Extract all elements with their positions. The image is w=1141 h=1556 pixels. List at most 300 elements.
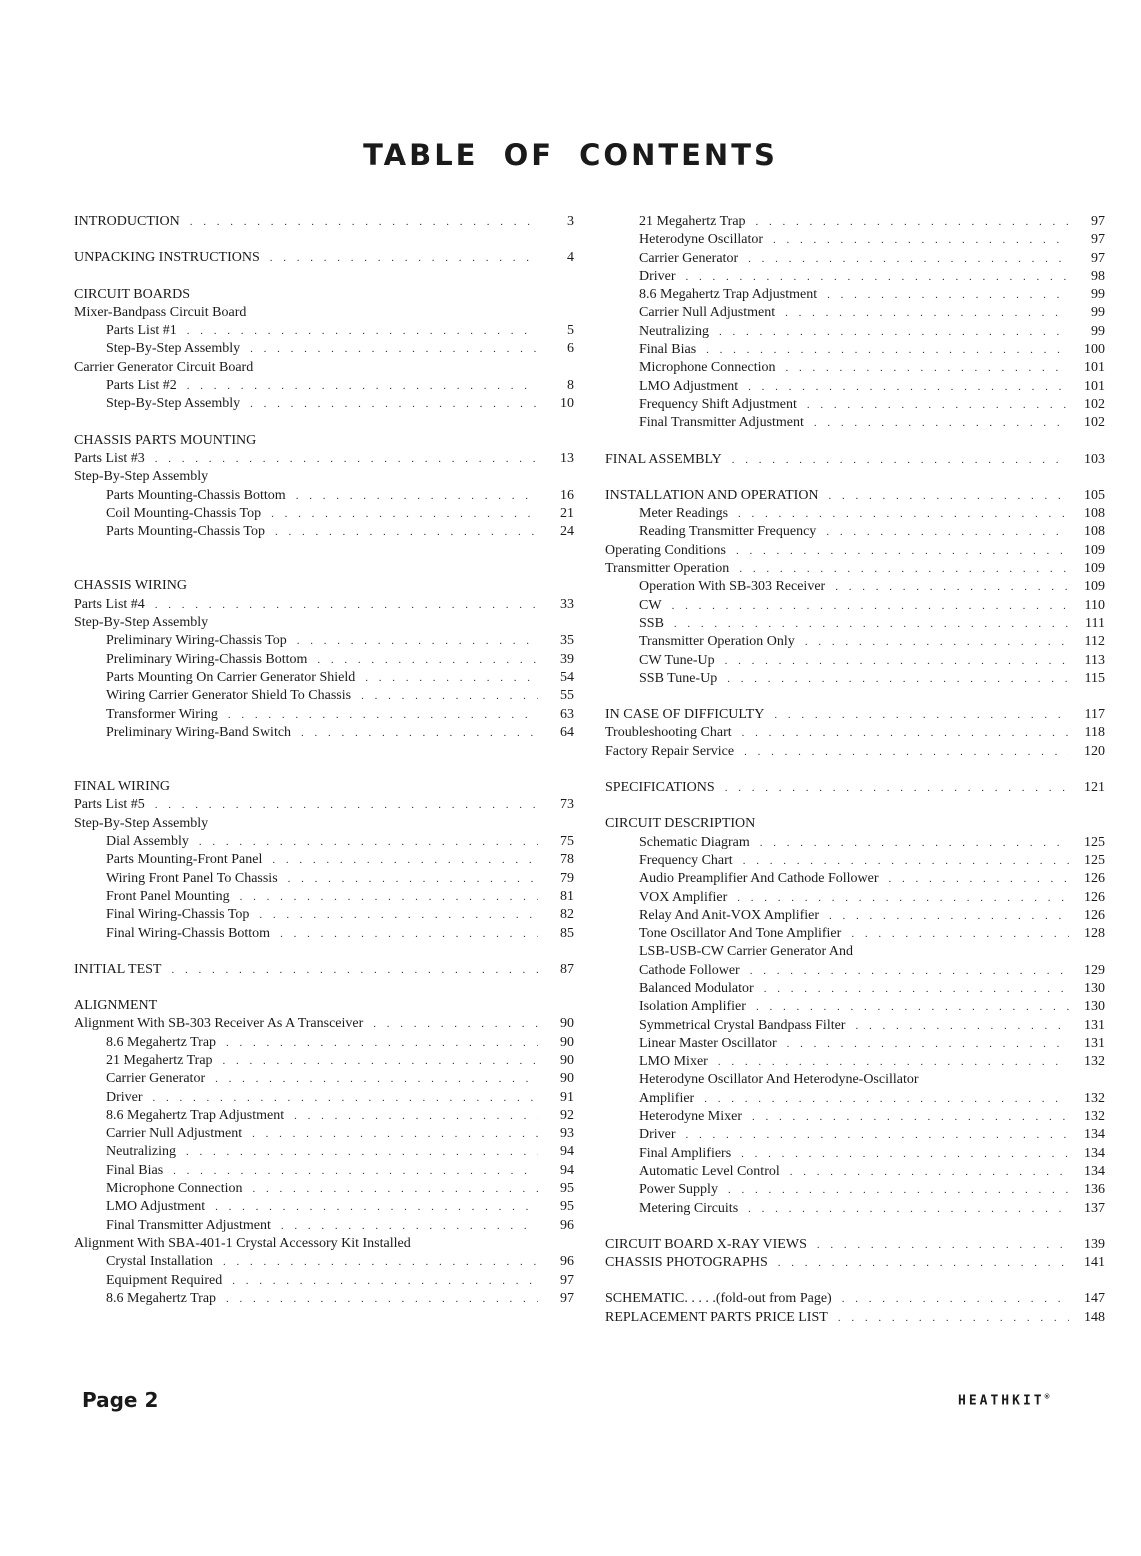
dot-leader <box>785 304 1069 322</box>
toc-entry-label: Parts Mounting-Chassis Bottom <box>106 487 286 503</box>
toc-entry <box>74 1235 574 1253</box>
toc-entry <box>605 560 1105 578</box>
dot-leader <box>756 213 1069 231</box>
toc-entry-label: LMO Mixer <box>639 1054 708 1070</box>
dot-leader <box>706 341 1069 359</box>
toc-entry-page: 55 <box>560 688 574 704</box>
toc-entry <box>605 341 1105 359</box>
toc-entry-label: Final Bias <box>106 1162 164 1178</box>
toc-entry-page: 129 <box>1084 962 1105 978</box>
dot-leader <box>725 779 1069 797</box>
dot-leader <box>773 231 1069 249</box>
toc-entry-label: Final Transmitter Adjustment <box>106 1217 271 1233</box>
toc-entry <box>605 870 1105 888</box>
toc-entry <box>605 323 1105 341</box>
brand-logo <box>958 1392 1049 1408</box>
toc-entry-page: 82 <box>560 907 574 923</box>
toc-entry-label: Parts Mounting-Front Panel <box>106 852 263 868</box>
toc-entry <box>74 833 574 851</box>
dot-leader <box>187 377 538 395</box>
toc-entry-label: Microphone Connection <box>106 1181 243 1197</box>
dot-leader <box>744 743 1069 761</box>
toc-entry <box>605 652 1105 670</box>
toc-entry-label: Operating Conditions <box>605 542 726 558</box>
dot-leader <box>728 1181 1069 1199</box>
section-gap <box>74 742 574 760</box>
toc-entry-page: 134 <box>1084 1163 1105 1179</box>
toc-entry <box>74 1015 574 1033</box>
toc-entry-label: Crystal Installation <box>106 1254 213 1270</box>
toc-entry <box>605 1163 1105 1181</box>
toc-entry-page: 81 <box>560 888 574 904</box>
dot-leader <box>187 322 538 340</box>
section-gap <box>74 541 574 559</box>
toc-entry <box>74 870 574 888</box>
toc-entry-page: 97 <box>1091 214 1105 229</box>
toc-entry-page: 134 <box>1084 1145 1105 1161</box>
toc-entry-label: Driver <box>106 1089 143 1105</box>
toc-entry-label: Parts List #2 <box>106 378 177 394</box>
toc-entry-label: IN CASE OF DIFFICULTY <box>605 707 765 723</box>
toc-entry-page: 94 <box>560 1162 574 1178</box>
toc-entry-page: 97 <box>1091 250 1105 266</box>
dot-leader <box>817 1236 1069 1254</box>
toc-entry <box>605 359 1105 377</box>
dot-leader <box>672 597 1069 615</box>
toc-entry-page: 90 <box>560 1016 574 1032</box>
dot-leader <box>153 1089 538 1107</box>
dot-leader <box>190 213 538 231</box>
toc-entry-page: 8 <box>567 378 574 394</box>
toc-entry-page: 139 <box>1084 1236 1105 1252</box>
toc-entry-page: 141 <box>1084 1255 1105 1271</box>
dot-leader <box>173 1162 538 1180</box>
toc-entry <box>605 304 1105 322</box>
toc-entry-label: LMO Adjustment <box>639 378 739 394</box>
toc-entry-page: 115 <box>1084 670 1105 686</box>
toc-entry-page: 136 <box>1084 1182 1105 1198</box>
toc-entry-label: Frequency Shift Adjustment <box>639 396 797 412</box>
dot-leader <box>252 1125 538 1143</box>
toc-entry-label: Amplifier <box>639 1090 695 1106</box>
toc-entry-page: 109 <box>1084 542 1105 558</box>
toc-entry <box>74 1198 574 1216</box>
toc-entry <box>74 1143 574 1161</box>
dot-leader <box>725 652 1069 670</box>
toc-entry <box>605 542 1105 560</box>
toc-entry-label: Carrier Generator <box>106 1071 206 1087</box>
toc-entry-page: 148 <box>1084 1309 1105 1325</box>
toc-entry-page: 97 <box>1091 232 1105 248</box>
toc-entry-label: Preliminary Wiring-Band Switch <box>106 724 292 740</box>
toc-entry-page: 111 <box>1085 615 1105 631</box>
toc-entry <box>74 706 574 724</box>
toc-entry <box>74 213 574 231</box>
toc-entry-label: Driver <box>639 1127 676 1143</box>
toc-entry-page: 126 <box>1084 907 1105 923</box>
toc-entry-page: 85 <box>560 925 574 941</box>
toc-entry-page: 90 <box>560 1052 574 1068</box>
toc-entry <box>74 925 574 943</box>
toc-entry <box>74 632 574 650</box>
toc-entry <box>605 815 1105 833</box>
toc-entry-page: 33 <box>560 596 574 612</box>
toc-entry-page: 92 <box>560 1107 574 1123</box>
toc-entry-page: 132 <box>1084 1054 1105 1070</box>
section-gap <box>605 688 1105 706</box>
dot-leader <box>743 852 1069 870</box>
toc-entry-page: 101 <box>1084 378 1105 394</box>
toc-entry-page: 24 <box>560 524 574 540</box>
toc-entry-label: CW <box>639 597 662 613</box>
toc-entry-page: 99 <box>1091 305 1105 321</box>
dot-leader <box>738 505 1069 523</box>
section-gap <box>605 469 1105 487</box>
toc-entry-label: Factory Repair Service <box>605 743 735 759</box>
toc-entry <box>605 998 1105 1016</box>
dot-leader <box>704 1090 1069 1108</box>
dot-leader <box>373 1015 538 1033</box>
toc-entry-label: 8.6 Megahertz Trap <box>106 1290 217 1306</box>
toc-entry-label: CHASSIS PHOTOGRAPHS <box>605 1255 768 1271</box>
toc-entry <box>74 614 574 632</box>
toc-entry-label: Equipment Required <box>106 1272 223 1288</box>
toc-entry-label: Transformer Wiring <box>106 706 218 722</box>
toc-entry <box>605 1181 1105 1199</box>
toc-entry <box>74 1034 574 1052</box>
toc-entry-label: Preliminary Wiring-Chassis Top <box>106 633 287 649</box>
dot-leader <box>171 961 538 979</box>
toc-entry-page: 126 <box>1084 889 1105 905</box>
dot-leader <box>807 396 1069 414</box>
toc-entry <box>605 670 1105 688</box>
toc-entry <box>605 1145 1105 1163</box>
dot-leader <box>727 670 1069 688</box>
toc-entry-label: Metering Circuits <box>639 1200 739 1216</box>
toc-entry-label: Balanced Modulator <box>639 980 754 996</box>
toc-entry-label: Preliminary Wiring-Chassis Bottom <box>106 651 308 667</box>
toc-left-column <box>74 213 574 1308</box>
dot-leader <box>252 1180 538 1198</box>
dot-leader <box>838 1309 1069 1327</box>
toc-entry <box>74 340 574 358</box>
toc-entry-page: 39 <box>560 651 574 667</box>
toc-entry-label: CHASSIS PARTS MOUNTING <box>74 432 257 448</box>
toc-entry-page: 21 <box>560 505 574 521</box>
toc-entry-label: Frequency Chart <box>639 852 733 868</box>
toc-entry-page: 13 <box>560 450 574 466</box>
toc-entry-label: 8.6 Megahertz Trap <box>106 1034 217 1050</box>
section-gap <box>74 414 574 432</box>
toc-entry-page: 64 <box>560 724 574 740</box>
toc-entry <box>605 1254 1105 1272</box>
dot-leader <box>215 1198 538 1216</box>
toc-entry-label: CW Tune-Up <box>639 652 715 668</box>
page-number: Page 2 <box>82 1388 159 1412</box>
toc-entry <box>605 414 1105 432</box>
toc-entry <box>605 213 1105 231</box>
toc-entry-page: 75 <box>560 834 574 850</box>
dot-leader <box>805 633 1069 651</box>
dot-leader <box>748 250 1069 268</box>
toc-entry-label: CHASSIS WIRING <box>74 578 187 594</box>
toc-entry-page: 6 <box>567 341 574 357</box>
toc-entry-page: 131 <box>1084 1017 1105 1033</box>
toc-entry <box>605 396 1105 414</box>
dot-leader <box>365 669 538 687</box>
toc-entry-label: Reading Transmitter Frequency <box>639 524 817 540</box>
toc-entry <box>74 906 574 924</box>
toc-entry-page: 100 <box>1084 342 1105 358</box>
toc-entry-label: CIRCUIT BOARDS <box>74 286 191 302</box>
toc-entry-page: 101 <box>1084 360 1105 376</box>
toc-entry-label: SSB <box>639 615 664 631</box>
toc-entry-page: 109 <box>1084 561 1105 577</box>
toc-entry-page: 96 <box>560 1254 574 1270</box>
toc-entry-label: Driver <box>639 268 676 284</box>
toc-entry-label: Parts List #5 <box>74 797 145 813</box>
dot-leader <box>317 651 538 669</box>
toc-entry <box>605 1090 1105 1108</box>
toc-entry-page: 96 <box>560 1217 574 1233</box>
toc-entry-label: Heterodyne Oscillator <box>639 232 764 248</box>
toc-entry <box>605 907 1105 925</box>
dot-leader <box>732 451 1069 469</box>
dot-leader <box>739 560 1069 578</box>
toc-entry-page: 117 <box>1084 707 1105 723</box>
toc-entry-label: Step-By-Step Assembly <box>74 615 209 631</box>
toc-entry-label: Cathode Follower <box>639 962 740 978</box>
toc-entry <box>605 268 1105 286</box>
dot-leader <box>742 724 1069 742</box>
toc-entry-label: Meter Readings <box>639 506 729 522</box>
toc-entry-page: 90 <box>560 1071 574 1087</box>
dot-leader <box>297 632 538 650</box>
toc-entry <box>605 834 1105 852</box>
section-gap <box>74 559 574 577</box>
section-gap <box>605 1272 1105 1290</box>
toc-entry <box>605 1053 1105 1071</box>
toc-entry-label: Transmitter Operation <box>605 561 730 577</box>
toc-entry-page: 73 <box>560 797 574 813</box>
dot-leader <box>223 1052 538 1070</box>
toc-entry-label: Parts Mounting-Chassis Top <box>106 524 265 540</box>
dot-leader <box>199 833 538 851</box>
toc-entry-label: Dial Assembly <box>106 834 189 850</box>
dot-leader <box>281 1217 538 1235</box>
toc-entry-label: Wiring Carrier Generator Shield To Chassis <box>106 688 352 704</box>
toc-entry <box>605 980 1105 998</box>
toc-entry-page: 79 <box>560 870 574 886</box>
toc-entry-label: Automatic Level Control <box>639 1163 780 1179</box>
toc-entry-label: Parts List #1 <box>106 323 177 339</box>
toc-entry-label: Final Amplifiers <box>639 1145 732 1161</box>
dot-leader <box>842 1290 1069 1308</box>
toc-entry-label: Mixer-Bandpass Circuit Board <box>74 304 247 320</box>
dot-leader <box>790 1163 1069 1181</box>
toc-entry-label: Neutralizing <box>639 323 709 339</box>
dot-leader <box>275 523 538 541</box>
section-gap <box>605 761 1105 779</box>
toc-entry-label: Microphone Connection <box>639 360 776 376</box>
toc-entry <box>74 249 574 267</box>
dot-leader <box>250 395 538 413</box>
toc-entry <box>74 815 574 833</box>
toc-entry <box>605 1126 1105 1144</box>
toc-entry <box>605 378 1105 396</box>
toc-entry <box>74 778 574 796</box>
dot-leader <box>760 834 1069 852</box>
toc-entry <box>605 1236 1105 1254</box>
toc-entry-label: Carrier Null Adjustment <box>106 1126 243 1142</box>
toc-entry <box>74 395 574 413</box>
toc-entry-label: 8.6 Megahertz Trap Adjustment <box>639 287 818 303</box>
registered-mark: ® <box>1044 1392 1050 1401</box>
dot-leader <box>756 998 1069 1016</box>
toc-entry-label: FINAL ASSEMBLY <box>605 451 722 467</box>
toc-entry <box>605 1290 1105 1308</box>
toc-entry-page: 125 <box>1084 852 1105 868</box>
toc-entry-page: 134 <box>1084 1127 1105 1143</box>
toc-entry <box>605 743 1105 761</box>
section-gap <box>74 231 574 249</box>
dot-leader <box>270 249 538 267</box>
toc-entry-page: 90 <box>560 1034 574 1050</box>
dot-leader <box>835 578 1069 596</box>
toc-entry <box>605 1309 1105 1327</box>
toc-entry <box>74 724 574 742</box>
dot-leader <box>294 1107 538 1125</box>
toc-entry-label: Final Bias <box>639 342 697 358</box>
dot-leader <box>223 1253 538 1271</box>
toc-entry-label: Symmetrical Crystal Bandpass Filter <box>639 1017 846 1033</box>
toc-entry <box>605 505 1105 523</box>
toc-entry-page: 131 <box>1084 1035 1105 1051</box>
toc-entry <box>605 523 1105 541</box>
toc-entry <box>74 487 574 505</box>
toc-entry <box>74 1272 574 1290</box>
toc-entry-label: ALIGNMENT <box>74 998 158 1014</box>
toc-entry-label: Carrier Generator <box>639 250 739 266</box>
toc-entry-label: INSTALLATION AND OPERATION <box>605 487 819 503</box>
toc-entry-label: Front Panel Mounting <box>106 888 230 904</box>
toc-entry-page: 130 <box>1084 999 1105 1015</box>
toc-entry <box>605 1035 1105 1053</box>
section-gap <box>605 433 1105 451</box>
toc-entry <box>605 779 1105 797</box>
toc-entry <box>605 943 1105 961</box>
toc-entry-label: Troubleshooting Chart <box>605 725 732 741</box>
toc-entry <box>605 487 1105 505</box>
toc-entry <box>74 888 574 906</box>
toc-entry-label: Relay And Anit-VOX Amplifier <box>639 907 820 923</box>
toc-entry-label: INITIAL TEST <box>74 961 162 977</box>
dot-leader <box>272 851 538 869</box>
dot-leader <box>774 706 1069 724</box>
toc-entry <box>605 633 1105 651</box>
toc-entry <box>605 1017 1105 1035</box>
dot-leader <box>785 359 1069 377</box>
toc-entry <box>605 852 1105 870</box>
dot-leader <box>155 596 538 614</box>
toc-entry <box>74 596 574 614</box>
toc-entry-label: Isolation Amplifier <box>639 999 746 1015</box>
toc-entry <box>74 1162 574 1180</box>
toc-entry-label: Tone Oscillator And Tone Amplifier <box>639 926 842 942</box>
section-gap <box>74 760 574 778</box>
toc-entry-page: 112 <box>1084 634 1105 650</box>
toc-entry <box>74 377 574 395</box>
toc-entry-label: Parts List #3 <box>74 450 145 466</box>
dot-leader <box>686 268 1069 286</box>
toc-entry <box>74 669 574 687</box>
toc-entry <box>74 1217 574 1235</box>
dot-leader <box>155 796 538 814</box>
section-gap <box>74 268 574 286</box>
toc-entry-label: Wiring Front Panel To Chassis <box>106 870 278 886</box>
dot-leader <box>250 340 538 358</box>
toc-entry-label: Step-By-Step Assembly <box>106 341 241 357</box>
dot-leader <box>829 487 1069 505</box>
dot-leader <box>280 925 538 943</box>
toc-entry-page: 93 <box>560 1126 574 1142</box>
toc-entry-page: 102 <box>1084 396 1105 412</box>
toc-entry <box>605 597 1105 615</box>
toc-entry-page: 10 <box>560 396 574 412</box>
toc-entry-label: Schematic Diagram <box>639 834 750 850</box>
dot-leader <box>764 980 1069 998</box>
dot-leader <box>361 687 538 705</box>
toc-entry <box>74 468 574 486</box>
dot-leader <box>259 906 538 924</box>
dot-leader <box>288 870 538 888</box>
brand-name: HEATHKIT <box>958 1393 1045 1409</box>
dot-leader <box>240 888 538 906</box>
toc-entry <box>74 997 574 1015</box>
toc-right-column <box>605 213 1105 1327</box>
toc-entry-page: 35 <box>560 633 574 649</box>
toc-entry-label: LMO Adjustment <box>106 1199 206 1215</box>
toc-entry-page: 95 <box>560 1181 574 1197</box>
toc-entry-label: Step-By-Step Assembly <box>74 815 209 831</box>
dot-leader <box>674 615 1069 633</box>
toc-entry-page: 121 <box>1084 780 1105 796</box>
toc-entry-label: LSB-USB-CW Carrier Generator And <box>639 944 853 960</box>
dot-leader <box>736 542 1069 560</box>
dot-leader <box>719 323 1069 341</box>
toc-entry <box>605 231 1105 249</box>
toc-entry <box>74 1125 574 1143</box>
toc-entry-page: 137 <box>1084 1200 1105 1216</box>
toc-entry-page: 103 <box>1084 451 1105 467</box>
toc-entry <box>74 1253 574 1271</box>
toc-entry-page: 130 <box>1084 980 1105 996</box>
toc-entry-page: 125 <box>1084 834 1105 850</box>
dot-leader <box>752 1108 1069 1126</box>
toc-entry-label: Alignment With SB-303 Receiver As A Transceiver <box>74 1016 364 1032</box>
dot-leader <box>155 450 538 468</box>
toc-entry-label: Carrier Generator Circuit Board <box>74 359 254 375</box>
toc-entry <box>74 651 574 669</box>
toc-entry-label: UNPACKING INSTRUCTIONS <box>74 250 260 266</box>
toc-entry-label: Heterodyne Oscillator And Heterodyne-Oscillator <box>639 1072 919 1088</box>
toc-entry-label: SCHEMATIC. . . . .(fold-out from Page) <box>605 1291 832 1307</box>
toc-entry-page: 3 <box>567 214 574 229</box>
toc-entry-label: 8.6 Megahertz Trap Adjustment <box>106 1107 285 1123</box>
toc-entry-page: 132 <box>1084 1090 1105 1106</box>
toc-entry-label: Neutralizing <box>106 1144 176 1160</box>
dot-leader <box>889 870 1069 888</box>
